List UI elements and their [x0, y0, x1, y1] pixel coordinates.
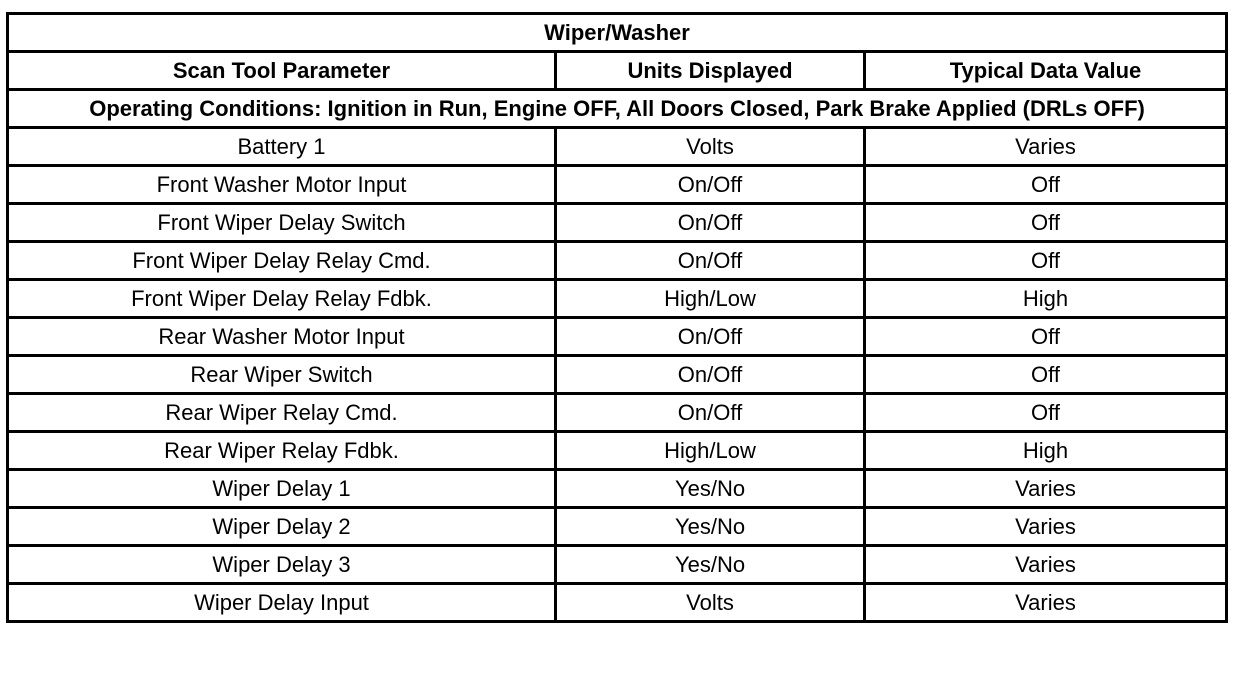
- typical-value-cell: Off: [865, 318, 1227, 356]
- typical-value-cell: High: [865, 432, 1227, 470]
- table-row: [8, 242, 1227, 280]
- parameter-cell: Rear Washer Motor Input: [8, 318, 556, 356]
- parameter-cell: Rear Wiper Relay Cmd.: [8, 394, 556, 432]
- table-row: [8, 128, 1227, 166]
- typical-value-cell: Off: [865, 394, 1227, 432]
- table-row: [8, 280, 1227, 318]
- wiper-washer-data-table: [6, 12, 1228, 623]
- table-row: [8, 166, 1227, 204]
- typical-value-cell: Varies: [865, 470, 1227, 508]
- conditions-row: [8, 90, 1227, 128]
- table-row: [8, 356, 1227, 394]
- table-row: [8, 318, 1227, 356]
- parameter-cell: Wiper Delay 2: [8, 508, 556, 546]
- parameter-cell: Front Washer Motor Input: [8, 166, 556, 204]
- units-cell: On/Off: [556, 166, 865, 204]
- units-cell: On/Off: [556, 356, 865, 394]
- table-row: [8, 432, 1227, 470]
- units-cell: On/Off: [556, 204, 865, 242]
- typical-value-cell: Off: [865, 356, 1227, 394]
- typical-value-cell: Off: [865, 242, 1227, 280]
- parameter-cell: Wiper Delay 3: [8, 546, 556, 584]
- title-row: [8, 14, 1227, 52]
- table-row: [8, 546, 1227, 584]
- units-cell: High/Low: [556, 280, 865, 318]
- parameter-cell: Battery 1: [8, 128, 556, 166]
- table-title: Wiper/Washer: [8, 14, 1227, 52]
- units-cell: Volts: [556, 584, 865, 622]
- table-row: [8, 584, 1227, 622]
- parameter-cell: Rear Wiper Switch: [8, 356, 556, 394]
- typical-value-cell: Varies: [865, 128, 1227, 166]
- typical-value-cell: Varies: [865, 508, 1227, 546]
- units-cell: Volts: [556, 128, 865, 166]
- table-row: [8, 394, 1227, 432]
- units-cell: Yes/No: [556, 508, 865, 546]
- header-row: [8, 52, 1227, 90]
- typical-value-cell: Varies: [865, 584, 1227, 622]
- header-units-displayed: Units Displayed: [556, 52, 865, 90]
- units-cell: Yes/No: [556, 470, 865, 508]
- parameter-cell: Front Wiper Delay Relay Cmd.: [8, 242, 556, 280]
- units-cell: On/Off: [556, 242, 865, 280]
- header-scan-tool-parameter: Scan Tool Parameter: [8, 52, 556, 90]
- table-row: [8, 204, 1227, 242]
- typical-value-cell: Off: [865, 166, 1227, 204]
- parameter-cell: Front Wiper Delay Relay Fdbk.: [8, 280, 556, 318]
- units-cell: High/Low: [556, 432, 865, 470]
- table-row: [8, 470, 1227, 508]
- table-body: [8, 14, 1227, 622]
- units-cell: On/Off: [556, 394, 865, 432]
- units-cell: On/Off: [556, 318, 865, 356]
- typical-value-cell: Off: [865, 204, 1227, 242]
- parameter-cell: Wiper Delay Input: [8, 584, 556, 622]
- units-cell: Yes/No: [556, 546, 865, 584]
- typical-value-cell: High: [865, 280, 1227, 318]
- table-row: [8, 508, 1227, 546]
- parameter-cell: Rear Wiper Relay Fdbk.: [8, 432, 556, 470]
- operating-conditions: Operating Conditions: Ignition in Run, Engine OFF, All Doors Closed, Park Brake Applied (DRLs OFF): [8, 90, 1227, 128]
- header-typical-data-value: Typical Data Value: [865, 52, 1227, 90]
- parameter-cell: Front Wiper Delay Switch: [8, 204, 556, 242]
- parameter-cell: Wiper Delay 1: [8, 470, 556, 508]
- typical-value-cell: Varies: [865, 546, 1227, 584]
